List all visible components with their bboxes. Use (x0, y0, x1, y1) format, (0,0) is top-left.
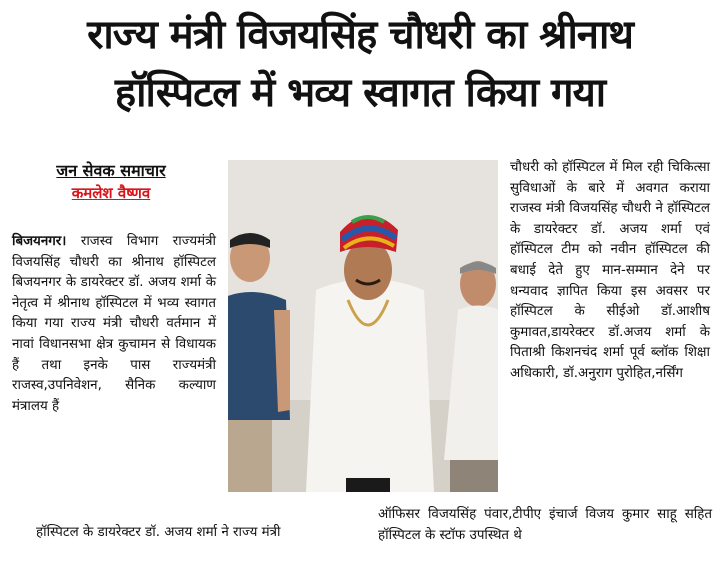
headline-line-2: हॉस्पिटल में भव्य स्वागत किया गया (114, 70, 606, 116)
left-column-last-line: हॉस्पिटल के डायरेक्टर डॉ. अजय शर्मा ने राज्य मंत्री (36, 525, 281, 540)
author-name: कमलेश वैष्णव (71, 184, 151, 202)
news-photo (228, 160, 498, 492)
right-column (510, 158, 710, 385)
headline-line-1: राज्य मंत्री विजयसिंह चौधरी का श्रीनाथ (87, 12, 633, 58)
right-column-text: चौधरी को हॉस्पिटल में मिल रही चिकित्सा सुविधाओं के बारे में अवगत कराया राजस्व मंत्री विजयसिंह चौधरी ने हॉस्पिटल के डायरेक्टर डॉ. अजय शर्मा एवं हॉस्पिटल टीम को नवीन हॉस्पिटल की बधाई देते हुए मान-सम्मान देने पर धन्यवाद ज्ञापित किया इस अवसर पर हॉस्पिटल के सीईओ डॉ.आशीष कुमावत,डायरेक्टर डॉ.अजय शर्मा के पिताश्री किशनचंद शर्मा पूर्व ब्लॉक शिक्षा अधिकारी, डॉ.अनुराग पुरोहित,नर्सिंग (510, 160, 710, 381)
headline (0, 6, 720, 122)
right-column-continuation: ऑफिसर विजयसिंह पंवार,टीपीए इंचार्ज विजय कुमार साहू सहित हॉस्पिटल के स्टॉफ उपस्थित थे (378, 507, 712, 543)
dateline: बिजयनगर। (12, 234, 67, 249)
newspaper-name: जन सेवक समाचार (56, 161, 166, 180)
left-column (12, 232, 216, 417)
photo-illustration (228, 160, 498, 492)
byline (42, 160, 180, 204)
left-column-text: राजस्व विभाग राज्यमंत्री विजयसिंह चौधरी का श्रीनाथ हॉस्पिटल बिजयनगर के डायरेक्टर डॉ. अजय शर्मा के नेतृत्व में श्रीनाथ हॉस्पिटल में भव्य स्वागत किया गया राज्य मंत्री चौधरी वर्तमान में नावां विधानसभा क्षेत्र कुचामन से विधायक हैं तथा इनके पास राज्यमंत्री राजस्व,उपनिवेशन, सैनिक कल्याण मंत्रालय हैं (12, 234, 216, 414)
